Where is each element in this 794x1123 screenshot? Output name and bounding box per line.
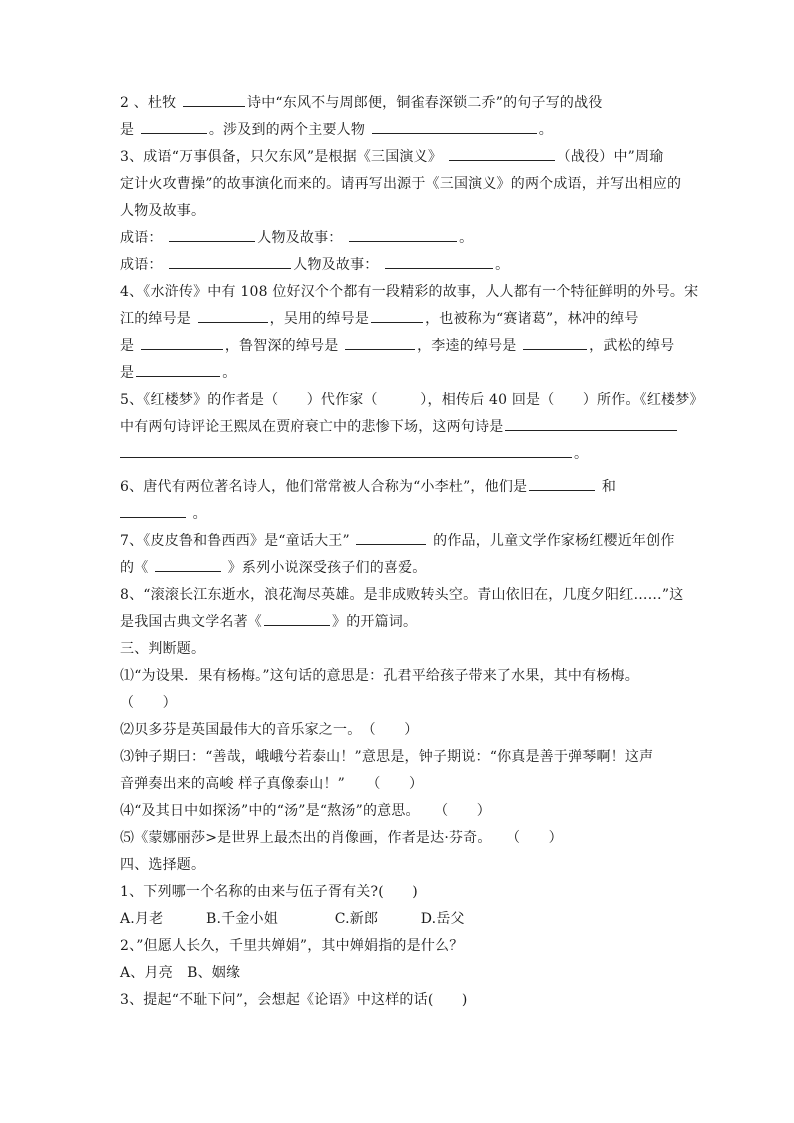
idiom-line-1 bbox=[120, 225, 680, 252]
period: 。 bbox=[459, 230, 474, 246]
q4-text-g: ，李逵的绰号是 bbox=[417, 338, 522, 354]
section-heading: 四、选择题。 bbox=[120, 857, 206, 873]
judge-4 bbox=[120, 798, 680, 825]
answer-blank[interactable] bbox=[183, 92, 245, 107]
question-3-line-1 bbox=[120, 144, 680, 171]
choice-3-text: 3、提起“不耻下问”，会想起《论语》中这样的话( ) bbox=[120, 992, 468, 1008]
answer-blank[interactable] bbox=[120, 503, 186, 518]
question-6-line-1 bbox=[120, 474, 680, 501]
answer-blank[interactable] bbox=[155, 557, 221, 572]
q7-text-a: 7、《皮皮鲁和鲁西西》是“童话大王” bbox=[120, 533, 355, 549]
question-5-line-3 bbox=[120, 441, 680, 468]
q2-text-c: 是 bbox=[120, 122, 139, 138]
q3-text-b: （战役）中”周瑜 bbox=[556, 149, 664, 165]
q7-text-d: 》系列小说深受孩子们的喜爱。 bbox=[223, 560, 427, 576]
answer-blank[interactable] bbox=[120, 443, 572, 458]
period: 。 bbox=[188, 506, 207, 522]
q3-text-c: 定计火攻曹操”的故事演化而来的。请再写出源于《三国演义》的两个成语，并写出相应的 bbox=[120, 176, 682, 192]
answer-blank[interactable] bbox=[523, 335, 587, 350]
answer-blank[interactable] bbox=[529, 476, 595, 491]
section-heading: 三、判断题。 bbox=[120, 641, 206, 657]
judge-5 bbox=[120, 825, 680, 852]
story-label: 人物及故事： bbox=[293, 257, 379, 273]
question-4-line-4 bbox=[120, 360, 680, 387]
q7-text-c: 的《 bbox=[120, 560, 154, 576]
choice-1-options-text: A.月老 B.千金小姐 C.新郎 D.岳父 bbox=[120, 911, 465, 927]
answer-blank[interactable] bbox=[345, 335, 415, 350]
story-label: 人物及故事： bbox=[257, 230, 343, 246]
choice-1 bbox=[120, 879, 680, 906]
q2-text-d: 。涉及到的两个主要人物 bbox=[208, 122, 370, 138]
q3-text-d: 人物及故事。 bbox=[120, 203, 206, 219]
idiom-line-2 bbox=[120, 252, 680, 279]
q7-text-b: 的作品，儿童文学作家杨红樱近年创作 bbox=[428, 533, 675, 549]
answer-blank[interactable] bbox=[349, 227, 457, 242]
answer-blank[interactable] bbox=[169, 254, 291, 269]
q5-text-b: 中有两句诗评论王熙凤在贾府衰亡中的悲惨下场，这两句诗是 bbox=[120, 419, 504, 435]
period: 。 bbox=[495, 257, 510, 273]
answer-blank[interactable] bbox=[136, 362, 220, 377]
judge-2-text: ⑵贝多芬是英国最伟大的音乐家之一。 （ ） bbox=[120, 722, 419, 738]
section-4-heading bbox=[120, 852, 680, 879]
q4-text-f: ，鲁智深的绰号是 bbox=[224, 338, 344, 354]
question-2-line-1 bbox=[120, 90, 680, 117]
answer-blank[interactable] bbox=[372, 119, 537, 134]
section-3-heading bbox=[120, 636, 680, 663]
judge-3-line-2 bbox=[120, 771, 680, 798]
q4-text-i: 是 bbox=[120, 365, 135, 381]
q5-text-a: 5、《红楼梦》的作者是（ ）代作家（ ），相传后 40 回是（ ）所作。《红楼梦》 bbox=[120, 392, 704, 408]
question-7-line-1 bbox=[120, 528, 680, 555]
judge-2 bbox=[120, 717, 680, 744]
q2-text-e: 。 bbox=[538, 122, 553, 138]
q4-text-d: ，也被称为“赛诸葛”，林冲的绰号 bbox=[425, 311, 639, 327]
q3-text-a: 3、成语“万事俱备，只欠东风”是根据《三国演义》 bbox=[120, 149, 447, 165]
choice-3 bbox=[120, 987, 680, 1014]
choice-2-options-text: A、月亮 B、姻缘 bbox=[120, 965, 241, 981]
q4-text-a: 4、《水浒传》中有 108 位好汉个个都有一段精彩的故事，人人都有一个特征鲜明的外号。宋 bbox=[120, 284, 699, 300]
worksheet-page bbox=[120, 90, 704, 1014]
answer-blank[interactable] bbox=[356, 530, 426, 545]
judge-3-line-1 bbox=[120, 744, 680, 771]
question-7-line-2 bbox=[120, 555, 680, 582]
question-8-line-2 bbox=[120, 609, 680, 636]
choice-2 bbox=[120, 933, 680, 960]
answer-blank[interactable] bbox=[264, 611, 330, 626]
judge-5-text: ⑸《蒙娜丽莎>是世界上最杰出的肖像画，作者是达·芬奇。 （ ） bbox=[120, 830, 563, 846]
answer-blank[interactable] bbox=[141, 119, 207, 134]
q8-text-a: 8、“滚滚长江东逝水，浪花淘尽英雄。是非成败转头空。青山依旧在，几度夕阳红……”这 bbox=[120, 587, 684, 603]
q4-text-c: ，吴用的绰号是 bbox=[269, 311, 370, 327]
answer-blank[interactable] bbox=[198, 308, 268, 323]
question-5-line-2 bbox=[120, 414, 680, 441]
question-5-line-1 bbox=[120, 387, 704, 414]
answer-blank[interactable] bbox=[371, 308, 423, 323]
q4-text-e: 是 bbox=[120, 338, 139, 354]
answer-parentheses[interactable]: （ ） bbox=[120, 695, 177, 711]
q6-text-a: 6、唐代有两位著名诗人，他们常常被人合称为“小李杜”，他们是 bbox=[120, 479, 528, 495]
question-8-line-1 bbox=[120, 582, 684, 609]
q4-text-j: 。 bbox=[222, 365, 237, 381]
choice-2-options bbox=[120, 960, 680, 987]
question-3-line-3 bbox=[120, 198, 680, 225]
q8-text-c: 》的开篇词。 bbox=[332, 614, 418, 630]
q2-text-a: 2 、杜牧 bbox=[120, 95, 182, 111]
question-6-line-2 bbox=[120, 501, 680, 528]
idiom-label: 成语： bbox=[120, 230, 163, 246]
judge-1-text: ⑴“为设果．果有杨梅。”这句话的意思是：孔君平给孩子带来了水果，其中有杨梅。 bbox=[120, 668, 639, 684]
choice-1-text: 1、下列哪一个名称的由来与伍子胥有关?( ) bbox=[120, 884, 418, 900]
q6-text-b: 和 bbox=[597, 479, 617, 495]
answer-blank[interactable] bbox=[141, 335, 223, 350]
judge-1 bbox=[120, 663, 680, 690]
choice-2-text: 2、”但愿人长久，千里共婵娟”，其中婵娟指的是什么？ bbox=[120, 938, 464, 954]
question-4-line-1 bbox=[120, 279, 699, 306]
judge-3-text-b: 音弹奏出来的高峻 样子真像泰山！” （ ） bbox=[120, 776, 424, 792]
q4-text-b: 江的绰号是 bbox=[120, 311, 196, 327]
answer-blank[interactable] bbox=[505, 416, 677, 431]
q4-text-h: ，武松的绰号 bbox=[589, 338, 675, 354]
judge-4-text: ⑷“及其日中如探汤”中的“汤”是“熬汤”的意思。 （ ） bbox=[120, 803, 491, 819]
q8-text-b: 是我国古典文学名著《 bbox=[120, 614, 262, 630]
judge-1-answer bbox=[120, 690, 680, 717]
question-2-line-2 bbox=[120, 117, 680, 144]
q2-text-b: 诗中“东风不与周郎便，铜雀春深锁二乔”的句子写的战役 bbox=[247, 95, 603, 111]
answer-blank[interactable] bbox=[169, 227, 255, 242]
idiom-label: 成语： bbox=[120, 257, 163, 273]
answer-blank[interactable] bbox=[385, 254, 493, 269]
period: 。 bbox=[574, 446, 589, 462]
question-4-line-2 bbox=[120, 306, 680, 333]
choice-1-options bbox=[120, 906, 680, 933]
answer-blank[interactable] bbox=[449, 146, 555, 161]
judge-3-text-a: ⑶钟子期曰：“善哉，峨峨兮若泰山！”意思是，钟子期说：“你真是善于弹琴啊！这声 bbox=[120, 749, 654, 765]
question-4-line-3 bbox=[120, 333, 680, 360]
question-3-line-2 bbox=[120, 171, 680, 198]
